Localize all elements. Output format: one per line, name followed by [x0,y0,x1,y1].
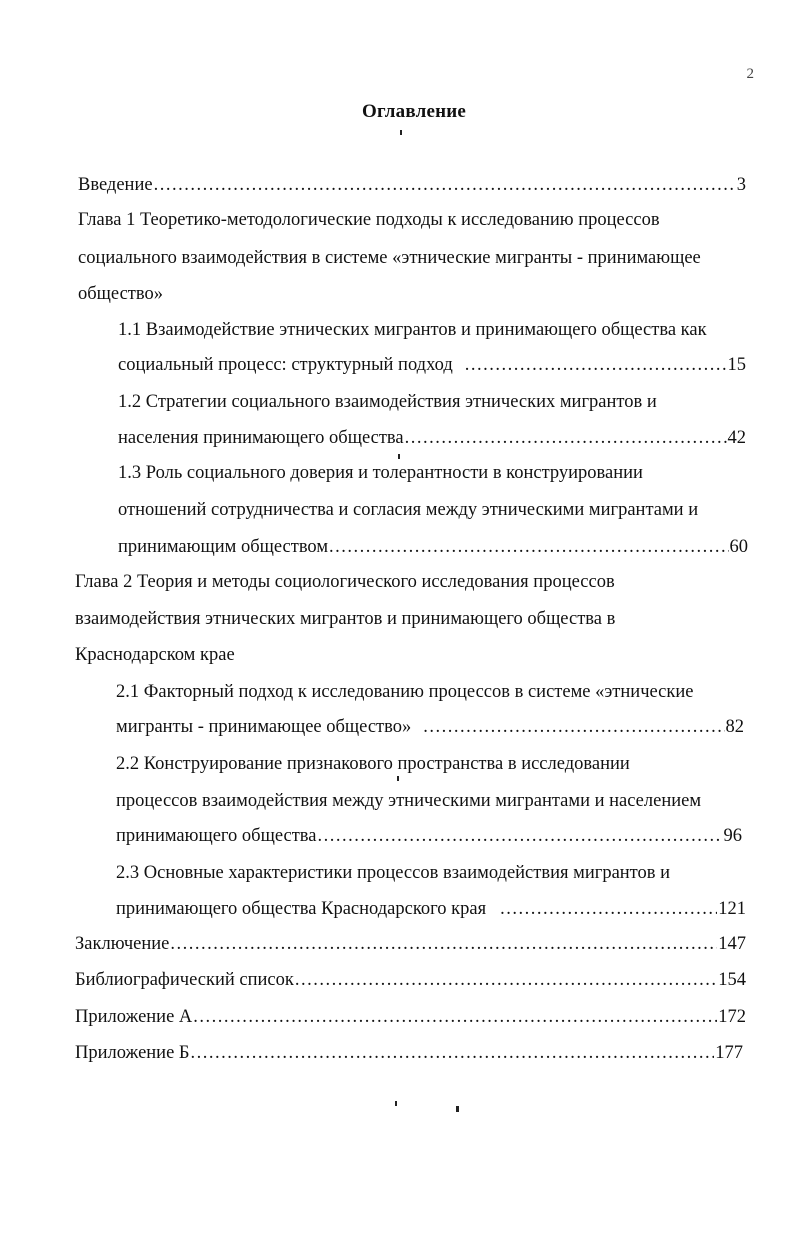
toc-page-number: 147 [718,934,746,954]
dot-leader [191,1042,715,1064]
toc-page-number: 15 [727,355,746,375]
dot-leader [500,898,717,920]
toc-page-number: 177 [715,1043,743,1063]
scan-speck [395,1101,397,1106]
scan-speck [456,1106,459,1112]
dot-leader [193,1006,717,1028]
dot-leader [423,716,724,738]
toc-entry-conclusion[interactable] [75,933,746,955]
dot-leader [329,536,728,558]
toc-page-number: 60 [729,537,748,557]
dot-leader [154,174,736,196]
toc-entry-label: социальный процесс: структурный подход [118,355,453,375]
toc-chapter-1-line[interactable]: общество» [78,284,163,304]
toc-section-1-1[interactable] [118,354,746,376]
dot-leader [318,825,723,847]
toc-section-2-3-line[interactable]: 2.3 Основные характеристики процессов взаимодействия мигрантов и [116,863,671,883]
toc-section-2-3[interactable] [116,898,746,920]
dot-leader [295,969,717,991]
toc-section-2-2-line[interactable]: процессов взаимодействия между этническими мигрантами и населением [116,791,702,811]
toc-section-2-1[interactable] [116,716,744,738]
scan-speck [400,130,402,135]
toc-page-number: 154 [718,970,746,990]
toc-entry-bibliography[interactable] [75,969,746,991]
toc-entry-label: Заключение [75,934,170,954]
toc-section-2-2-line[interactable]: 2.2 Конструирование признакового пространства в исследовании [116,754,630,774]
toc-entry-label: принимающим обществом [118,537,329,557]
toc-chapter-2-line[interactable]: Краснодарском крае [75,645,235,665]
toc-page-number: 121 [718,899,746,919]
toc-chapter-1-line[interactable]: Глава 1 Теоретико-методологические подходы к исследованию процессов [78,210,660,230]
toc-section-1-3-line[interactable]: 1.3 Роль социального доверия и толерантности в конструировании [118,463,643,483]
toc-section-2-1-line[interactable]: 2.1 Факторный подход к исследованию процессов в системе «этнические [116,682,694,702]
scan-speck [397,776,399,781]
dot-leader [405,427,727,449]
toc-page-number: 172 [718,1007,746,1027]
toc-entry-label: мигранты - принимающее общество» [116,717,412,737]
toc-entry-label: принимающего общества Краснодарского края [116,899,487,919]
toc-entry-label: Приложение А [75,1007,193,1027]
toc-chapter-2-line[interactable]: Глава 2 Теория и методы социологического исследования процессов [75,572,615,592]
toc-entry-intro[interactable] [78,174,746,196]
toc-chapter-2-line[interactable]: взаимодействия этнических мигрантов и принимающего общества в [75,609,616,629]
page-number: 2 [746,66,754,82]
toc-section-2-2[interactable] [116,825,742,847]
page-title: Оглавление [361,101,467,122]
toc-entry-appendix-b[interactable] [75,1042,743,1064]
toc-section-1-1-line[interactable]: 1.1 Взаимодействие этнических мигрантов и принимающего общества как [118,320,707,340]
toc-page-number: 42 [727,428,746,448]
scan-speck [398,454,400,459]
toc-entry-label: Введение [78,175,153,195]
toc-page-number: 96 [723,826,742,846]
toc-page-number: 3 [736,175,746,195]
toc-section-1-2[interactable] [118,427,746,449]
toc-entry-label: принимающего общества [116,826,317,846]
toc-section-1-3-line[interactable]: отношений сотрудничества и согласия между этническими мигрантами и [118,500,699,520]
toc-section-1-3[interactable] [118,536,748,558]
toc-chapter-1-line[interactable]: социального взаимодействия в системе «этнические мигранты - принимающее [78,248,701,268]
dot-leader [170,933,717,955]
toc-page-number: 82 [725,717,744,737]
dot-leader [465,354,727,376]
toc-section-1-2-line[interactable]: 1.2 Стратегии социального взаимодействия этнических мигрантов и [118,392,657,412]
toc-entry-label: населения принимающего общества [118,428,404,448]
toc-entry-label: Библиографический список [75,970,294,990]
toc-entry-label: Приложение Б [75,1043,190,1063]
toc-entry-appendix-a[interactable] [75,1006,746,1028]
